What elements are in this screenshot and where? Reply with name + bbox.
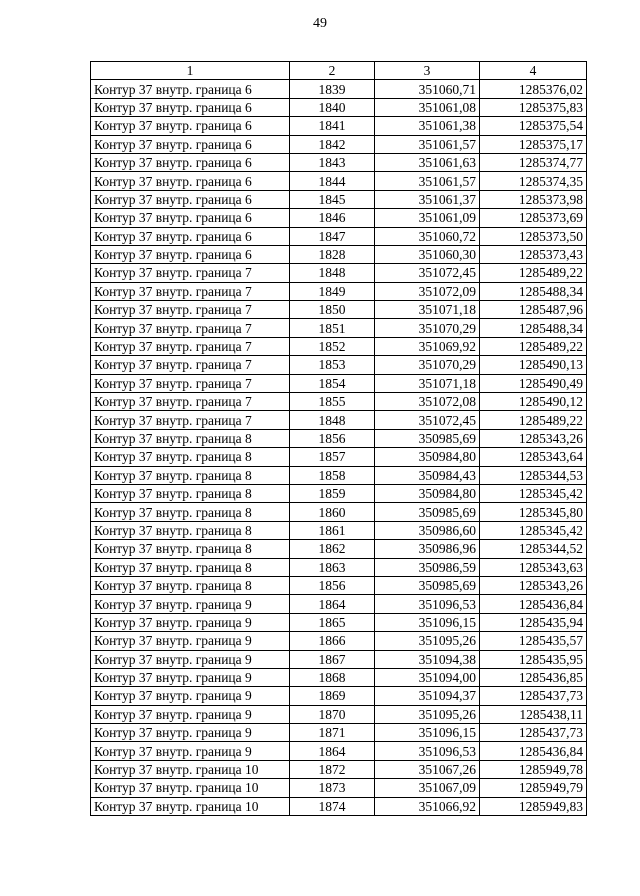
- point-number-cell: 1863: [290, 558, 375, 576]
- y-coordinate-cell: 1285490,12: [480, 393, 587, 411]
- x-coordinate-cell: 351066,92: [375, 797, 480, 815]
- table-row: [91, 650, 587, 668]
- contour-name-cell: Контур 37 внутр. граница 7: [91, 264, 290, 282]
- y-coordinate-cell: 1285373,43: [480, 245, 587, 263]
- table-row: [91, 190, 587, 208]
- x-coordinate-cell: 351072,09: [375, 282, 480, 300]
- contour-name-cell: Контур 37 внутр. граница 7: [91, 411, 290, 429]
- y-coordinate-cell: 1285490,49: [480, 374, 587, 392]
- point-number-cell: 1858: [290, 466, 375, 484]
- x-coordinate-cell: 350984,80: [375, 484, 480, 502]
- point-number-cell: 1866: [290, 632, 375, 650]
- y-coordinate-cell: 1285487,96: [480, 301, 587, 319]
- x-coordinate-cell: 350986,96: [375, 540, 480, 558]
- y-coordinate-cell: 1285375,17: [480, 135, 587, 153]
- table-row: [91, 797, 587, 815]
- point-number-cell: 1842: [290, 135, 375, 153]
- y-coordinate-cell: 1285375,83: [480, 98, 587, 116]
- table-row: [91, 632, 587, 650]
- column-header-1: 1: [91, 62, 290, 80]
- column-header-2: 2: [290, 62, 375, 80]
- point-number-cell: 1859: [290, 484, 375, 502]
- contour-name-cell: Контур 37 внутр. граница 10: [91, 760, 290, 778]
- table-row: [91, 448, 587, 466]
- x-coordinate-cell: 351096,53: [375, 595, 480, 613]
- point-number-cell: 1862: [290, 540, 375, 558]
- point-number-cell: 1864: [290, 595, 375, 613]
- table-row: [91, 595, 587, 613]
- point-number-cell: 1843: [290, 153, 375, 171]
- point-number-cell: 1845: [290, 190, 375, 208]
- y-coordinate-cell: 1285343,63: [480, 558, 587, 576]
- contour-name-cell: Контур 37 внутр. граница 6: [91, 153, 290, 171]
- x-coordinate-cell: 350984,80: [375, 448, 480, 466]
- y-coordinate-cell: 1285373,98: [480, 190, 587, 208]
- x-coordinate-cell: 351094,38: [375, 650, 480, 668]
- point-number-cell: 1871: [290, 724, 375, 742]
- y-coordinate-cell: 1285344,53: [480, 466, 587, 484]
- table-row: [91, 337, 587, 355]
- y-coordinate-cell: 1285437,73: [480, 687, 587, 705]
- table-row: [91, 319, 587, 337]
- y-coordinate-cell: 1285488,34: [480, 282, 587, 300]
- point-number-cell: 1853: [290, 356, 375, 374]
- table-row: [91, 98, 587, 116]
- point-number-cell: 1856: [290, 576, 375, 594]
- table-row: [91, 724, 587, 742]
- y-coordinate-cell: 1285489,22: [480, 411, 587, 429]
- point-number-cell: 1873: [290, 779, 375, 797]
- table-row: [91, 668, 587, 686]
- point-number-cell: 1839: [290, 80, 375, 98]
- x-coordinate-cell: 351061,57: [375, 135, 480, 153]
- table-row: [91, 576, 587, 594]
- point-number-cell: 1860: [290, 503, 375, 521]
- point-number-cell: 1861: [290, 521, 375, 539]
- x-coordinate-cell: 351072,08: [375, 393, 480, 411]
- table-row: [91, 264, 587, 282]
- y-coordinate-cell: 1285373,50: [480, 227, 587, 245]
- table-row: [91, 742, 587, 760]
- point-number-cell: 1848: [290, 411, 375, 429]
- x-coordinate-cell: 350985,69: [375, 503, 480, 521]
- point-number-cell: 1841: [290, 117, 375, 135]
- contour-name-cell: Контур 37 внутр. граница 9: [91, 742, 290, 760]
- x-coordinate-cell: 351067,26: [375, 760, 480, 778]
- x-coordinate-cell: 351095,26: [375, 632, 480, 650]
- y-coordinate-cell: 1285343,26: [480, 429, 587, 447]
- x-coordinate-cell: 351072,45: [375, 411, 480, 429]
- contour-name-cell: Контур 37 внутр. граница 8: [91, 448, 290, 466]
- y-coordinate-cell: 1285436,85: [480, 668, 587, 686]
- x-coordinate-cell: 351071,18: [375, 301, 480, 319]
- x-coordinate-cell: 351067,09: [375, 779, 480, 797]
- contour-name-cell: Контур 37 внутр. граница 6: [91, 209, 290, 227]
- y-coordinate-cell: 1285375,54: [480, 117, 587, 135]
- y-coordinate-cell: 1285437,73: [480, 724, 587, 742]
- table-row: [91, 227, 587, 245]
- point-number-cell: 1865: [290, 613, 375, 631]
- y-coordinate-cell: 1285489,22: [480, 337, 587, 355]
- contour-name-cell: Контур 37 внутр. граница 8: [91, 503, 290, 521]
- y-coordinate-cell: 1285345,42: [480, 484, 587, 502]
- point-number-cell: 1869: [290, 687, 375, 705]
- x-coordinate-cell: 351069,92: [375, 337, 480, 355]
- table-row: [91, 779, 587, 797]
- y-coordinate-cell: 1285344,52: [480, 540, 587, 558]
- contour-name-cell: Контур 37 внутр. граница 6: [91, 227, 290, 245]
- point-number-cell: 1847: [290, 227, 375, 245]
- contour-name-cell: Контур 37 внутр. граница 8: [91, 429, 290, 447]
- y-coordinate-cell: 1285435,95: [480, 650, 587, 668]
- point-number-cell: 1856: [290, 429, 375, 447]
- contour-name-cell: Контур 37 внутр. граница 6: [91, 80, 290, 98]
- y-coordinate-cell: 1285489,22: [480, 264, 587, 282]
- contour-name-cell: Контур 37 внутр. граница 10: [91, 779, 290, 797]
- x-coordinate-cell: 350985,69: [375, 576, 480, 594]
- contour-name-cell: Контур 37 внутр. граница 8: [91, 558, 290, 576]
- contour-name-cell: Контур 37 внутр. граница 9: [91, 613, 290, 631]
- point-number-cell: 1851: [290, 319, 375, 337]
- x-coordinate-cell: 351096,53: [375, 742, 480, 760]
- y-coordinate-cell: 1285376,02: [480, 80, 587, 98]
- y-coordinate-cell: 1285374,77: [480, 153, 587, 171]
- contour-name-cell: Контур 37 внутр. граница 7: [91, 356, 290, 374]
- x-coordinate-cell: 351071,18: [375, 374, 480, 392]
- contour-name-cell: Контур 37 внутр. граница 7: [91, 282, 290, 300]
- table-body: [91, 62, 587, 816]
- point-number-cell: 1828: [290, 245, 375, 263]
- contour-name-cell: Контур 37 внутр. граница 7: [91, 301, 290, 319]
- contour-name-cell: Контур 37 внутр. граница 9: [91, 595, 290, 613]
- contour-name-cell: Контур 37 внутр. граница 6: [91, 172, 290, 190]
- contour-name-cell: Контур 37 внутр. граница 9: [91, 724, 290, 742]
- y-coordinate-cell: 1285374,35: [480, 172, 587, 190]
- x-coordinate-cell: 351061,57: [375, 172, 480, 190]
- contour-name-cell: Контур 37 внутр. граница 10: [91, 797, 290, 815]
- contour-name-cell: Контур 37 внутр. граница 9: [91, 668, 290, 686]
- table-row: [91, 613, 587, 631]
- contour-name-cell: Контур 37 внутр. граница 8: [91, 540, 290, 558]
- x-coordinate-cell: 351061,37: [375, 190, 480, 208]
- contour-name-cell: Контур 37 внутр. граница 7: [91, 393, 290, 411]
- table-row: [91, 558, 587, 576]
- point-number-cell: 1855: [290, 393, 375, 411]
- y-coordinate-cell: 1285343,64: [480, 448, 587, 466]
- x-coordinate-cell: 351095,26: [375, 705, 480, 723]
- y-coordinate-cell: 1285345,80: [480, 503, 587, 521]
- contour-name-cell: Контур 37 внутр. граница 8: [91, 484, 290, 502]
- y-coordinate-cell: 1285436,84: [480, 742, 587, 760]
- point-number-cell: 1872: [290, 760, 375, 778]
- table-row: [91, 466, 587, 484]
- x-coordinate-cell: 350985,69: [375, 429, 480, 447]
- y-coordinate-cell: 1285373,69: [480, 209, 587, 227]
- table-row: [91, 393, 587, 411]
- x-coordinate-cell: 350986,59: [375, 558, 480, 576]
- contour-name-cell: Контур 37 внутр. граница 6: [91, 135, 290, 153]
- table-row: [91, 209, 587, 227]
- x-coordinate-cell: 351060,72: [375, 227, 480, 245]
- contour-name-cell: Контур 37 внутр. граница 8: [91, 576, 290, 594]
- contour-name-cell: Контур 37 внутр. граница 9: [91, 687, 290, 705]
- table-row: [91, 374, 587, 392]
- x-coordinate-cell: 351061,38: [375, 117, 480, 135]
- y-coordinate-cell: 1285949,83: [480, 797, 587, 815]
- table-row: [91, 135, 587, 153]
- y-coordinate-cell: 1285949,79: [480, 779, 587, 797]
- y-coordinate-cell: 1285488,34: [480, 319, 587, 337]
- table-row: [91, 484, 587, 502]
- table-row: [91, 356, 587, 374]
- table-row: [91, 172, 587, 190]
- point-number-cell: 1868: [290, 668, 375, 686]
- contour-name-cell: Контур 37 внутр. граница 6: [91, 98, 290, 116]
- table-row: [91, 411, 587, 429]
- column-header-3: 3: [375, 62, 480, 80]
- point-number-cell: 1846: [290, 209, 375, 227]
- table-row: [91, 80, 587, 98]
- x-coordinate-cell: 351060,71: [375, 80, 480, 98]
- table-row: [91, 282, 587, 300]
- x-coordinate-cell: 351072,45: [375, 264, 480, 282]
- y-coordinate-cell: 1285345,42: [480, 521, 587, 539]
- table-row: [91, 521, 587, 539]
- table-row: [91, 687, 587, 705]
- page-number: 49: [313, 16, 327, 31]
- y-coordinate-cell: 1285343,26: [480, 576, 587, 594]
- contour-name-cell: Контур 37 внутр. граница 6: [91, 117, 290, 135]
- table-row: [91, 429, 587, 447]
- y-coordinate-cell: 1285435,57: [480, 632, 587, 650]
- contour-name-cell: Контур 37 внутр. граница 9: [91, 650, 290, 668]
- x-coordinate-cell: 351061,09: [375, 209, 480, 227]
- contour-name-cell: Контур 37 внутр. граница 7: [91, 374, 290, 392]
- point-number-cell: 1849: [290, 282, 375, 300]
- point-number-cell: 1852: [290, 337, 375, 355]
- point-number-cell: 1867: [290, 650, 375, 668]
- contour-name-cell: Контур 37 внутр. граница 6: [91, 245, 290, 263]
- contour-name-cell: Контур 37 внутр. граница 7: [91, 337, 290, 355]
- table-header-row: [91, 62, 587, 80]
- x-coordinate-cell: 351060,30: [375, 245, 480, 263]
- y-coordinate-cell: 1285435,94: [480, 613, 587, 631]
- contour-name-cell: Контур 37 внутр. граница 8: [91, 521, 290, 539]
- y-coordinate-cell: 1285436,84: [480, 595, 587, 613]
- table-row: [91, 503, 587, 521]
- point-number-cell: 1864: [290, 742, 375, 760]
- contour-name-cell: Контур 37 внутр. граница 9: [91, 705, 290, 723]
- contour-name-cell: Контур 37 внутр. граница 6: [91, 190, 290, 208]
- x-coordinate-cell: 351061,08: [375, 98, 480, 116]
- x-coordinate-cell: 350986,60: [375, 521, 480, 539]
- point-number-cell: 1848: [290, 264, 375, 282]
- x-coordinate-cell: 351094,00: [375, 668, 480, 686]
- point-number-cell: 1857: [290, 448, 375, 466]
- contour-name-cell: Контур 37 внутр. граница 9: [91, 632, 290, 650]
- x-coordinate-cell: 350984,43: [375, 466, 480, 484]
- point-number-cell: 1844: [290, 172, 375, 190]
- column-header-4: 4: [480, 62, 587, 80]
- table-row: [91, 760, 587, 778]
- point-number-cell: 1854: [290, 374, 375, 392]
- table-row: [91, 245, 587, 263]
- table-row: [91, 117, 587, 135]
- point-number-cell: 1840: [290, 98, 375, 116]
- point-number-cell: 1870: [290, 705, 375, 723]
- contour-name-cell: Контур 37 внутр. граница 7: [91, 319, 290, 337]
- y-coordinate-cell: 1285490,13: [480, 356, 587, 374]
- x-coordinate-cell: 351096,15: [375, 724, 480, 742]
- y-coordinate-cell: 1285438,11: [480, 705, 587, 723]
- table-row: [91, 153, 587, 171]
- table-row: [91, 705, 587, 723]
- x-coordinate-cell: 351070,29: [375, 319, 480, 337]
- point-number-cell: 1850: [290, 301, 375, 319]
- point-number-cell: 1874: [290, 797, 375, 815]
- x-coordinate-cell: 351070,29: [375, 356, 480, 374]
- x-coordinate-cell: 351096,15: [375, 613, 480, 631]
- y-coordinate-cell: 1285949,78: [480, 760, 587, 778]
- table-row: [91, 301, 587, 319]
- table-row: [91, 540, 587, 558]
- contour-name-cell: Контур 37 внутр. граница 8: [91, 466, 290, 484]
- x-coordinate-cell: 351094,37: [375, 687, 480, 705]
- coordinates-table: [90, 61, 587, 816]
- x-coordinate-cell: 351061,63: [375, 153, 480, 171]
